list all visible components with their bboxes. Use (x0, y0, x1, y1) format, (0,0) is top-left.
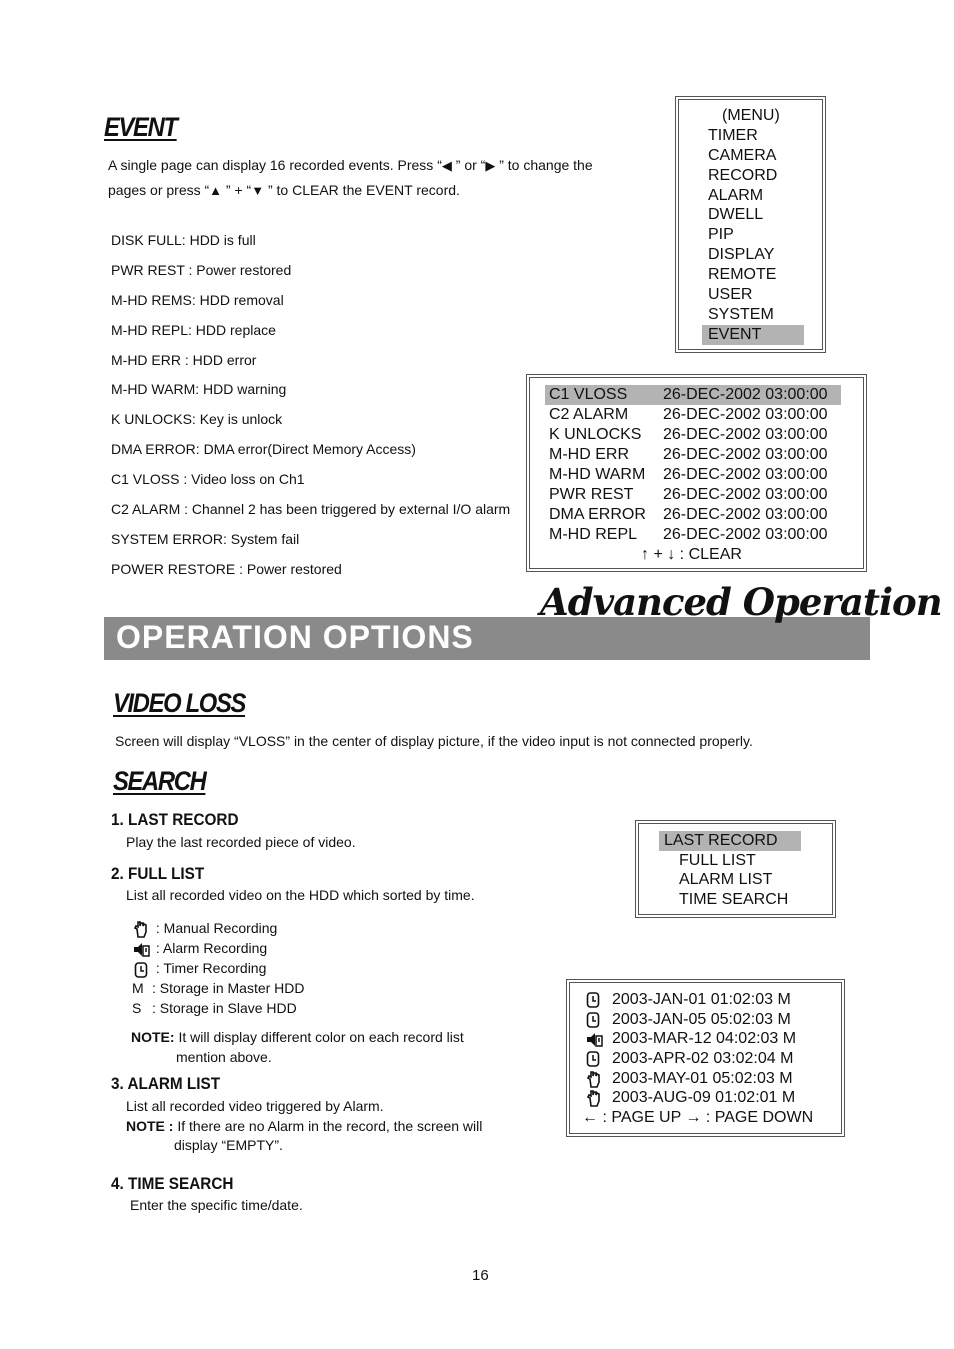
menu-title: (MENU) (722, 107, 780, 124)
down-triangle-icon: ▼ (251, 183, 265, 198)
event-row[interactable]: DMA ERROR 26-DEC-2002 03:00:00 (549, 506, 828, 523)
clock-icon (586, 1049, 612, 1069)
event-heading: EVENT (104, 112, 177, 142)
banner-title: OPERATION OPTIONS (116, 619, 474, 655)
main-menu-screen (675, 96, 826, 353)
menu-item-display[interactable]: DISPLAY (708, 246, 775, 264)
video-loss-text: Screen will display “VLOSS” in the center of display picture, if the video input is not connected properly. (115, 733, 753, 749)
list-item: SYSTEM ERROR: System fail (111, 530, 300, 547)
clock-icon (586, 990, 612, 1010)
alarm-list-title: 3. ALARM LIST (111, 1074, 221, 1093)
clock-icon (130, 958, 152, 978)
event-description: A single page can display 16 recorded events. Press “◀ ” or “▶ ” to change the pages or press “▲ ” + “▼ ” to CLEAR the EVENT record. (108, 157, 593, 198)
last-record-text: Play the last recorded piece of video. (126, 834, 356, 850)
list-item: M-HD REMS: HDD removal (111, 291, 284, 308)
list-item: K UNLOCKS: Key is unlock (111, 411, 283, 428)
legend-item: S : Storage in Slave HDD (132, 1000, 297, 1016)
record-row[interactable]: 2003-AUG-09 01:02:01 M (586, 1088, 813, 1108)
search-item-alarm-list[interactable]: ALARM LIST (679, 871, 773, 889)
event-list-screen (526, 374, 867, 572)
time-search-title: 4. TIME SEARCH (111, 1174, 234, 1193)
note-colors: NOTE: It will display different color on each record list (131, 1029, 464, 1045)
menu-item-event[interactable]: EVENT (702, 325, 804, 345)
event-row[interactable]: K UNLOCKS 26-DEC-2002 03:00:00 (549, 426, 828, 443)
left-triangle-icon: ◀ (441, 158, 452, 173)
alarm-list-text: List all recorded video triggered by Alarm. (126, 1098, 384, 1114)
alarm-icon (130, 938, 152, 958)
list-item: PWR REST : Power restored (111, 261, 292, 278)
record-row[interactable]: 2003-JAN-01 01:02:03 M (586, 990, 813, 1010)
list-item: M-HD ERR : HDD error (111, 351, 257, 368)
menu-item-timer[interactable]: TIMER (708, 126, 758, 144)
menu-item-dwell[interactable]: DWELL (708, 206, 764, 224)
note-empty: NOTE : If there are no Alarm in the record, the screen will (126, 1118, 483, 1134)
event-row[interactable]: M-HD ERR 26-DEC-2002 03:00:00 (549, 446, 828, 463)
list-item: DISK FULL: HDD is full (111, 232, 256, 248)
search-item-last-record[interactable]: LAST RECORD (659, 831, 801, 851)
event-row[interactable]: PWR REST 26-DEC-2002 03:00:00 (549, 486, 828, 503)
legend-item: : Timer Recording (130, 958, 305, 978)
full-list-title: 2. FULL LIST (111, 864, 205, 883)
note-colors-cont: mention above. (176, 1049, 272, 1065)
event-row[interactable]: M-HD REPL 26-DEC-2002 03:00:00 (549, 526, 828, 543)
page-nav-hint: ← : PAGE UP → : PAGE DOWN (582, 1109, 814, 1127)
list-item: C2 ALARM : Channel 2 has been triggered by external I/O alarm (111, 501, 511, 518)
note-empty-cont: display “EMPTY”. (174, 1137, 283, 1153)
full-list-text: List all recorded video on the HDD which sorted by time. (126, 887, 475, 903)
chapter-script-title: Advanced Operation (540, 580, 942, 624)
list-item: M-HD REPL: HDD replace (111, 321, 276, 338)
legend-item: : Alarm Recording (130, 938, 305, 958)
list-item: M-HD WARM: HDD warning (111, 381, 287, 398)
menu-item-record[interactable]: RECORD (708, 166, 778, 184)
record-row[interactable]: 2003-JAN-05 05:02:03 M (586, 1010, 813, 1030)
menu-item-camera[interactable]: CAMERA (708, 146, 777, 164)
last-record-title: 1. LAST RECORD (111, 810, 239, 829)
menu-item-remote[interactable]: REMOTE (708, 266, 777, 284)
menu-item-user[interactable]: USER (708, 286, 753, 304)
list-item: DMA ERROR: DMA error(Direct Memory Access) (111, 441, 416, 458)
hand-icon (586, 1088, 612, 1108)
record-list-screen (566, 979, 845, 1137)
up-triangle-icon: ▲ (209, 183, 223, 198)
event-code-list (111, 228, 531, 587)
legend-item: M : Storage in Master HDD (132, 980, 305, 996)
event-row[interactable]: C1 VLOSS 26-DEC-2002 03:00:00 (545, 385, 841, 405)
record-row[interactable]: 2003-APR-02 03:02:04 M (586, 1049, 813, 1069)
hand-icon (586, 1069, 612, 1089)
search-item-full-list[interactable]: FULL LIST (679, 851, 756, 869)
record-legend (130, 918, 305, 1018)
record-row[interactable]: 2003-MAR-12 04:02:03 M (586, 1029, 813, 1049)
record-row[interactable]: 2003-MAY-01 05:02:03 M (586, 1069, 813, 1089)
video-loss-heading: VIDEO LOSS (113, 688, 246, 718)
menu-item-pip[interactable]: PIP (708, 226, 734, 244)
menu-item-system[interactable]: SYSTEM (708, 305, 774, 323)
time-search-text: Enter the specific time/date. (130, 1197, 303, 1213)
clock-icon (586, 1010, 612, 1030)
event-row[interactable]: M-HD WARM 26-DEC-2002 03:00:00 (549, 466, 828, 483)
search-heading: SEARCH (113, 766, 206, 796)
search-menu-screen (635, 820, 836, 918)
alarm-icon (586, 1029, 612, 1049)
page-number: 16 (472, 1267, 489, 1284)
clear-hint: ↑ + ↓ : CLEAR (641, 546, 742, 563)
list-item: POWER RESTORE : Power restored (111, 560, 342, 577)
list-item: C1 VLOSS : Video loss on Ch1 (111, 471, 305, 488)
search-item-time-search[interactable]: TIME SEARCH (679, 891, 789, 909)
event-row[interactable]: C2 ALARM 26-DEC-2002 03:00:00 (549, 406, 828, 423)
hand-icon (130, 918, 152, 938)
legend-item: : Manual Recording (130, 918, 305, 938)
right-triangle-icon: ▶ (485, 158, 496, 173)
menu-item-alarm[interactable]: ALARM (708, 186, 764, 204)
